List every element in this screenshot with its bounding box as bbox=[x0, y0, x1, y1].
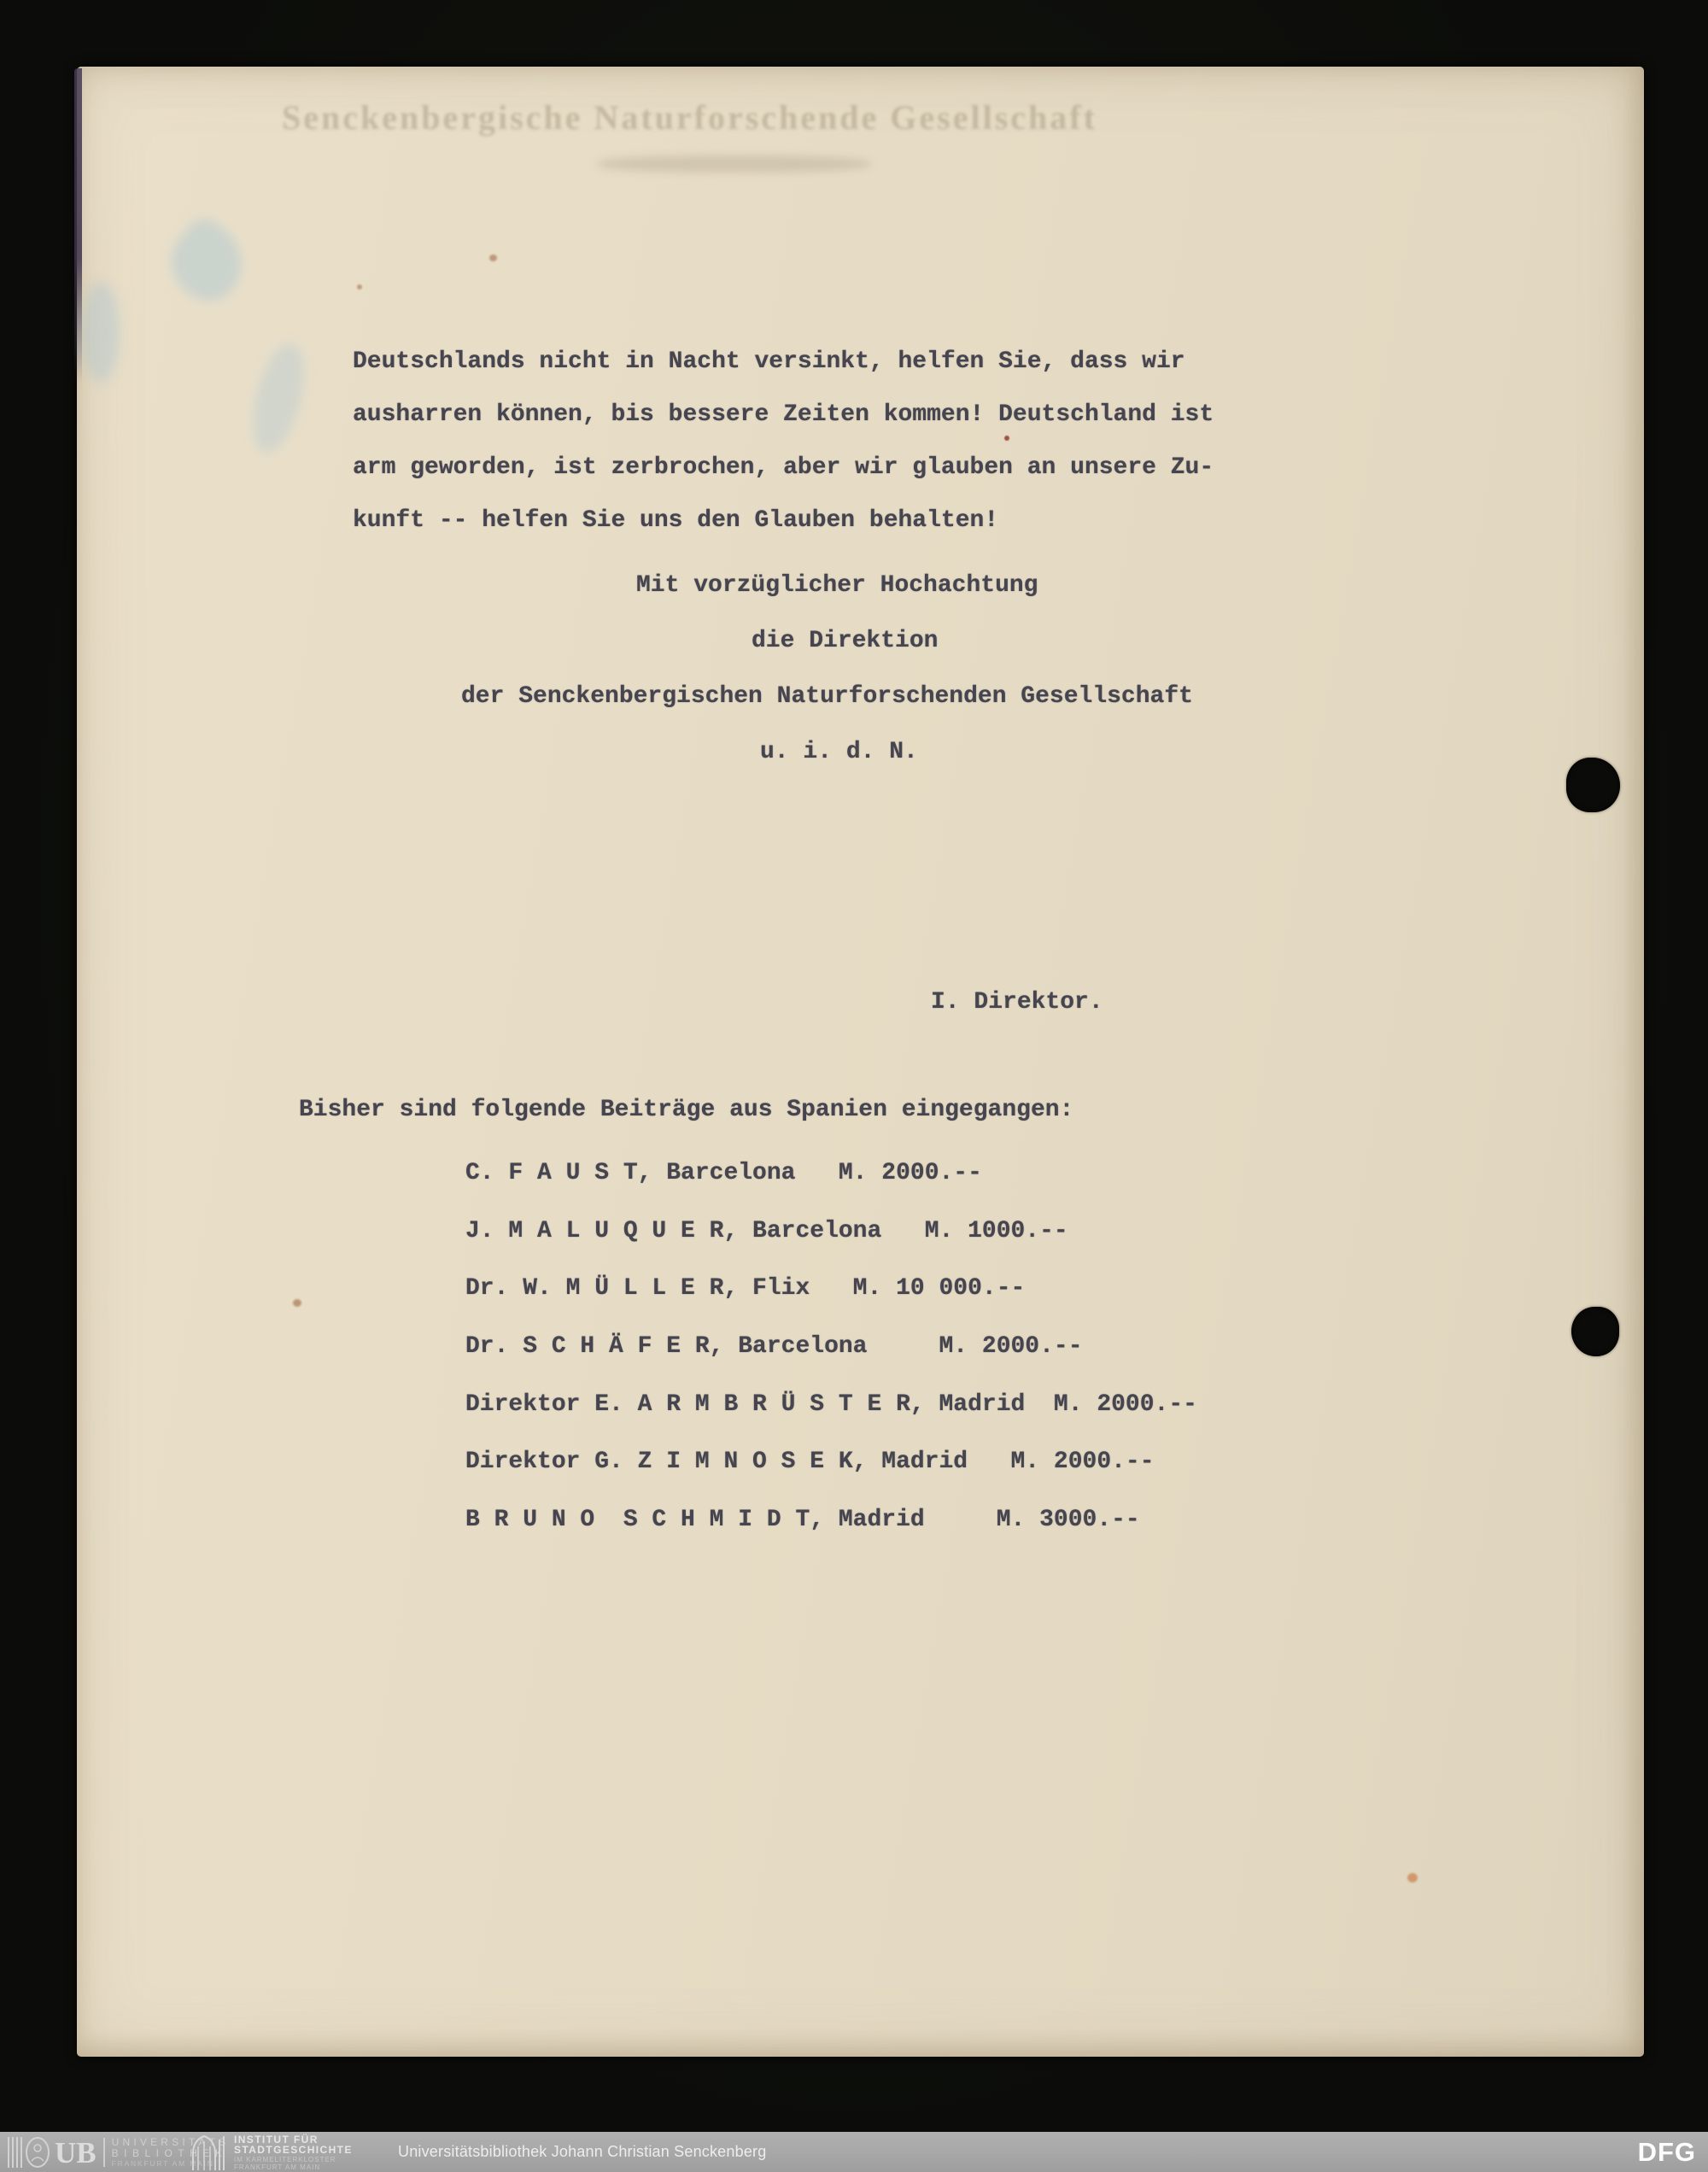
letter-closing-line: u. i. d. N. bbox=[760, 739, 918, 765]
dfg-logo: DFG bbox=[1637, 2136, 1696, 2167]
ub-abbr: UB bbox=[55, 2135, 97, 2169]
adjacent-page-edge bbox=[74, 68, 82, 384]
contribution-row: J. M A L U Q U E R, Barcelona M. 1000.-- bbox=[465, 1218, 1068, 1244]
isg-line-1: INSTITUT FÜR bbox=[234, 2133, 319, 2146]
ub-line-3: FRANKFURT AM MAIN bbox=[111, 2158, 214, 2168]
punch-hole bbox=[1566, 758, 1620, 812]
letter-closing-line: Mit vorzüglicher Hochachtung bbox=[636, 572, 1038, 599]
foxing-spot bbox=[1407, 1873, 1418, 1882]
contribution-row: Dr. W. M Ü L L E R, Flix M. 10 000.-- bbox=[465, 1275, 1026, 1302]
blue-ink-smudge bbox=[82, 282, 120, 383]
isg-line-2: STADTGESCHICHTE bbox=[234, 2143, 353, 2156]
letter-closing-line: der Senckenbergischen Naturforschenden Gesellschaft bbox=[461, 683, 1193, 710]
isg-line-4: FRANKFURT AM MAIN bbox=[234, 2163, 321, 2171]
isg-logo-text bbox=[234, 2134, 353, 2171]
contribution-row: Dr. S C H Ä F E R, Barcelona M. 2000.-- bbox=[465, 1333, 1083, 1360]
letter-body-line: arm geworden, ist zerbrochen, aber wir glauben an unsere Zu- bbox=[353, 454, 1214, 481]
signature-title: I. Direktor. bbox=[931, 989, 1103, 1016]
foxing-spot bbox=[489, 255, 497, 261]
contribution-row: Direktor E. A R M B R Ü S T E R, Madrid M. 2000.-- bbox=[465, 1391, 1197, 1418]
punch-hole bbox=[1571, 1307, 1619, 1356]
ghost-letterhead: Senckenbergische Naturforschende Gesellschaft bbox=[282, 98, 1097, 137]
blue-ink-smudge bbox=[243, 338, 313, 459]
contribution-row: Direktor G. Z I M N O S E K, Madrid M. 2000.-- bbox=[465, 1449, 1155, 1475]
letter-body-line: kunft -- helfen Sie uns den Glauben behalten! bbox=[353, 507, 999, 534]
page-scan bbox=[77, 67, 1644, 2057]
foxing-spot bbox=[357, 284, 362, 290]
contribution-row: B R U N O S C H M I D T, Madrid M. 3000.-- bbox=[465, 1507, 1140, 1533]
karmeliterkloster-arch-icon bbox=[190, 2134, 227, 2170]
letter-closing-line: die Direktion bbox=[752, 628, 939, 654]
blue-ink-smudge bbox=[156, 211, 259, 313]
ub-books-figure-icon bbox=[7, 2135, 51, 2169]
ghost-letterhead-subline bbox=[598, 155, 871, 173]
letter-body-line: ausharren können, bis bessere Zeiten kommen! Deutschland ist bbox=[353, 401, 1214, 428]
isg-logo bbox=[190, 2134, 353, 2170]
ink-speck bbox=[1004, 436, 1009, 441]
ub-divider bbox=[103, 2138, 105, 2167]
foxing-spot bbox=[293, 1299, 301, 1307]
letter-body-line: Deutschlands nicht in Nacht versinkt, helfen Sie, dass wir bbox=[353, 348, 1185, 375]
ub-line-2: BIBLIOTHEK bbox=[111, 2146, 228, 2159]
contribution-row: C. F A U S T, Barcelona M. 2000.-- bbox=[465, 1160, 982, 1186]
ub-line-1: UNIVERSITÄTS bbox=[111, 2135, 230, 2148]
contributions-intro: Bisher sind folgende Beiträge aus Spanien eingegangen: bbox=[299, 1097, 1074, 1123]
scan-caption: Universitätsbibliothek Johann Christian Senckenberg bbox=[398, 2143, 767, 2160]
isg-line-3: IM KARMELITERKLOSTER bbox=[234, 2155, 336, 2163]
footer-bar bbox=[0, 2132, 1708, 2172]
